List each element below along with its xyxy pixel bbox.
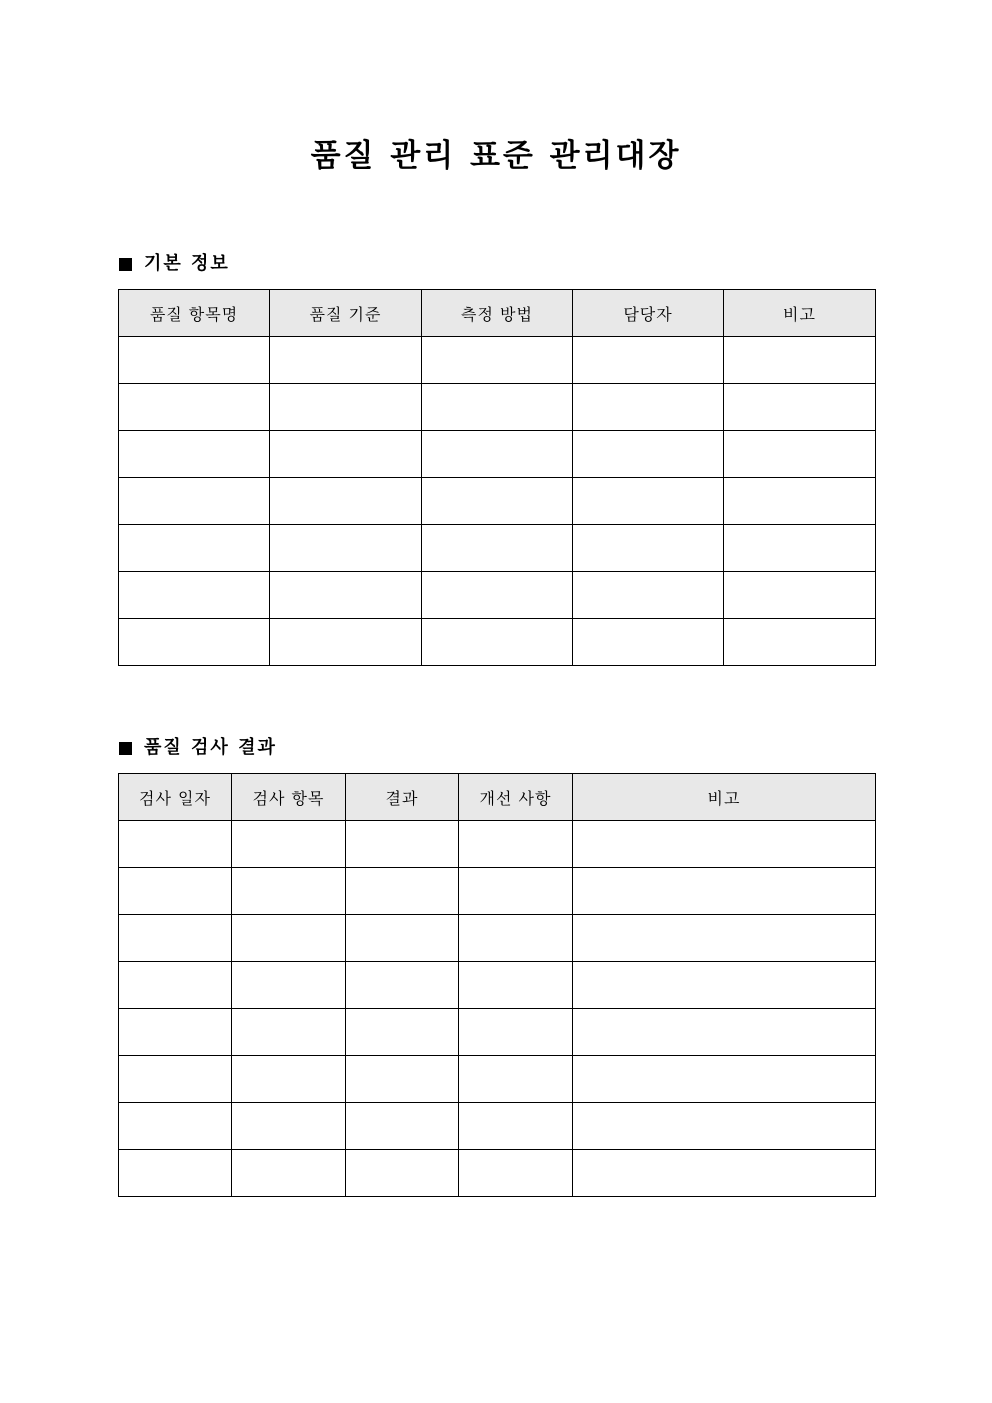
table-cell[interactable] <box>573 478 724 525</box>
cell-input[interactable] <box>573 589 723 605</box>
table-cell[interactable] <box>270 431 422 478</box>
cell-input[interactable] <box>573 495 723 511</box>
cell-input[interactable] <box>270 401 421 417</box>
table-cell[interactable] <box>346 962 459 1009</box>
cell-input[interactable] <box>573 838 875 854</box>
cell-input[interactable] <box>573 401 723 417</box>
cell-input[interactable] <box>346 932 458 948</box>
cell-input[interactable] <box>422 448 572 464</box>
cell-input[interactable] <box>573 354 723 370</box>
table-cell[interactable] <box>232 1056 346 1103</box>
column-header-remarks: 비고 <box>573 774 876 821</box>
table-cell[interactable] <box>119 478 270 525</box>
table-row <box>119 1103 876 1150</box>
table-cell[interactable] <box>459 1103 573 1150</box>
table-cell[interactable] <box>119 915 232 962</box>
table-cell[interactable] <box>459 821 573 868</box>
table-cell[interactable] <box>573 431 724 478</box>
cell-input[interactable] <box>346 1120 458 1136</box>
cell-input[interactable] <box>422 354 572 370</box>
table-cell[interactable] <box>346 1150 459 1197</box>
table-row <box>119 337 876 384</box>
table-cell[interactable] <box>119 868 232 915</box>
table-cell[interactable] <box>422 337 573 384</box>
table-cell[interactable] <box>119 1150 232 1197</box>
table-cell[interactable] <box>119 1056 232 1103</box>
column-header-quality-standard: 품질 기준 <box>270 290 422 337</box>
table-row <box>119 619 876 666</box>
cell-input[interactable] <box>119 838 231 854</box>
table-cell[interactable] <box>422 619 573 666</box>
table-cell[interactable] <box>119 337 270 384</box>
cell-input[interactable] <box>232 885 345 901</box>
table-cell[interactable] <box>573 962 876 1009</box>
cell-input[interactable] <box>346 838 458 854</box>
table-cell[interactable] <box>232 1009 346 1056</box>
cell-input[interactable] <box>270 542 421 558</box>
cell-input[interactable] <box>346 1167 458 1183</box>
table-row <box>119 431 876 478</box>
section-heading-label: 기본 정보 <box>144 253 230 274</box>
section-heading-label: 품질 검사 결과 <box>144 737 277 758</box>
table-cell[interactable] <box>422 384 573 431</box>
table-cell[interactable] <box>573 821 876 868</box>
table-cell[interactable] <box>232 962 346 1009</box>
cell-input[interactable] <box>422 589 572 605</box>
cell-input[interactable] <box>459 1026 572 1042</box>
table-cell[interactable] <box>270 337 422 384</box>
cell-input[interactable] <box>346 1073 458 1089</box>
inspection-results-table <box>118 773 876 1197</box>
cell-input[interactable] <box>724 401 875 417</box>
table-cell[interactable] <box>346 915 459 962</box>
table-cell[interactable] <box>422 431 573 478</box>
cell-input[interactable] <box>119 495 269 511</box>
table-cell[interactable] <box>573 619 724 666</box>
cell-input[interactable] <box>573 448 723 464</box>
cell-input[interactable] <box>573 932 875 948</box>
table-cell[interactable] <box>724 431 876 478</box>
table-cell[interactable] <box>573 384 724 431</box>
cell-input[interactable] <box>232 979 345 995</box>
table-row <box>119 572 876 619</box>
cell-input[interactable] <box>573 636 723 652</box>
table-header-row <box>119 290 876 337</box>
section-heading-inspection-results <box>119 736 277 760</box>
table-cell[interactable] <box>573 1150 876 1197</box>
cell-input[interactable] <box>422 636 572 652</box>
table-cell[interactable] <box>422 525 573 572</box>
table-row <box>119 868 876 915</box>
cell-input[interactable] <box>119 932 231 948</box>
cell-input[interactable] <box>459 979 572 995</box>
table-cell[interactable] <box>270 572 422 619</box>
cell-input[interactable] <box>119 542 269 558</box>
cell-input[interactable] <box>119 448 269 464</box>
cell-input[interactable] <box>573 979 875 995</box>
table-cell[interactable] <box>232 1150 346 1197</box>
table-cell[interactable] <box>232 868 346 915</box>
column-header-item-name: 품질 항목명 <box>119 290 270 337</box>
table-cell[interactable] <box>346 1056 459 1103</box>
table-cell[interactable] <box>119 572 270 619</box>
cell-input[interactable] <box>459 932 572 948</box>
cell-input[interactable] <box>119 1120 231 1136</box>
column-header-inspection-item: 검사 항목 <box>232 774 346 821</box>
table-cell[interactable] <box>573 1103 876 1150</box>
table-cell[interactable] <box>459 1150 573 1197</box>
cell-input[interactable] <box>119 979 231 995</box>
table-row <box>119 962 876 1009</box>
table-cell[interactable] <box>270 619 422 666</box>
square-bullet-icon <box>119 742 132 755</box>
cell-input[interactable] <box>270 589 421 605</box>
table-row <box>119 915 876 962</box>
table-cell[interactable] <box>346 868 459 915</box>
table-cell[interactable] <box>724 619 876 666</box>
cell-input[interactable] <box>459 838 572 854</box>
cell-input[interactable] <box>119 636 269 652</box>
cell-input[interactable] <box>459 1120 572 1136</box>
cell-input[interactable] <box>724 448 875 464</box>
table-cell[interactable] <box>573 915 876 962</box>
cell-input[interactable] <box>119 1167 231 1183</box>
document-title: 품질 관리 표준 관리대장 <box>310 138 682 174</box>
table-cell[interactable] <box>270 384 422 431</box>
column-header-result: 결과 <box>346 774 459 821</box>
cell-input[interactable] <box>346 1026 458 1042</box>
table-cell[interactable] <box>459 1009 573 1056</box>
table-cell[interactable] <box>724 525 876 572</box>
column-header-remarks: 비고 <box>724 290 876 337</box>
table-cell[interactable] <box>346 1103 459 1150</box>
cell-input[interactable] <box>232 932 345 948</box>
table-cell[interactable] <box>459 1056 573 1103</box>
table-cell[interactable] <box>232 821 346 868</box>
table-cell[interactable] <box>119 619 270 666</box>
table-cell[interactable] <box>270 478 422 525</box>
square-bullet-icon <box>119 258 132 271</box>
table-cell[interactable] <box>573 868 876 915</box>
table-cell[interactable] <box>422 478 573 525</box>
table-row <box>119 525 876 572</box>
cell-input[interactable] <box>422 495 572 511</box>
table-cell[interactable] <box>119 525 270 572</box>
table-row <box>119 384 876 431</box>
column-header-improvement: 개선 사항 <box>459 774 573 821</box>
cell-input[interactable] <box>270 448 421 464</box>
cell-input[interactable] <box>573 542 723 558</box>
table-cell[interactable] <box>573 572 724 619</box>
cell-input[interactable] <box>573 1120 875 1136</box>
table-row <box>119 821 876 868</box>
table-cell[interactable] <box>119 1009 232 1056</box>
cell-input[interactable] <box>724 495 875 511</box>
table-cell[interactable] <box>724 384 876 431</box>
column-header-inspection-date: 검사 일자 <box>119 774 232 821</box>
cell-input[interactable] <box>119 589 269 605</box>
table-row <box>119 478 876 525</box>
column-header-person-in-charge: 담당자 <box>573 290 724 337</box>
cell-input[interactable] <box>232 1167 345 1183</box>
cell-input[interactable] <box>119 1026 231 1042</box>
cell-input[interactable] <box>119 401 269 417</box>
table-cell[interactable] <box>270 525 422 572</box>
table-cell[interactable] <box>724 572 876 619</box>
table-cell[interactable] <box>119 962 232 1009</box>
table-cell[interactable] <box>724 337 876 384</box>
cell-input[interactable] <box>724 589 875 605</box>
cell-input[interactable] <box>346 885 458 901</box>
table-cell[interactable] <box>459 915 573 962</box>
cell-input[interactable] <box>232 1026 345 1042</box>
table-cell[interactable] <box>346 1009 459 1056</box>
table-cell[interactable] <box>573 1009 876 1056</box>
table-cell[interactable] <box>346 821 459 868</box>
cell-input[interactable] <box>422 401 572 417</box>
cell-input[interactable] <box>573 1167 875 1183</box>
cell-input[interactable] <box>459 1073 572 1089</box>
cell-input[interactable] <box>232 838 345 854</box>
cell-input[interactable] <box>724 354 875 370</box>
table-cell[interactable] <box>459 868 573 915</box>
basic-info-table <box>118 289 876 666</box>
cell-input[interactable] <box>422 542 572 558</box>
table-cell[interactable] <box>573 525 724 572</box>
cell-input[interactable] <box>573 1026 875 1042</box>
table-cell[interactable] <box>573 1056 876 1103</box>
cell-input[interactable] <box>119 1073 231 1089</box>
cell-input[interactable] <box>119 354 269 370</box>
section-heading-basic-info <box>119 252 230 276</box>
table-cell[interactable] <box>459 962 573 1009</box>
table-row <box>119 1150 876 1197</box>
cell-input[interactable] <box>724 542 875 558</box>
table-header-row <box>119 774 876 821</box>
table-cell[interactable] <box>573 337 724 384</box>
cell-input[interactable] <box>119 885 231 901</box>
cell-input[interactable] <box>232 1120 345 1136</box>
table-cell[interactable] <box>119 384 270 431</box>
cell-input[interactable] <box>346 979 458 995</box>
cell-input[interactable] <box>232 1073 345 1089</box>
cell-input[interactable] <box>724 636 875 652</box>
cell-input[interactable] <box>573 1073 875 1089</box>
table-cell[interactable] <box>119 1103 232 1150</box>
cell-input[interactable] <box>270 495 421 511</box>
table-row <box>119 1009 876 1056</box>
table-cell[interactable] <box>232 1103 346 1150</box>
cell-input[interactable] <box>270 636 421 652</box>
cell-input[interactable] <box>459 1167 572 1183</box>
cell-input[interactable] <box>573 885 875 901</box>
cell-input[interactable] <box>459 885 572 901</box>
table-cell[interactable] <box>232 915 346 962</box>
column-header-measurement-method: 측정 방법 <box>422 290 573 337</box>
table-row <box>119 1056 876 1103</box>
table-cell[interactable] <box>119 821 232 868</box>
table-cell[interactable] <box>422 572 573 619</box>
table-cell[interactable] <box>119 431 270 478</box>
cell-input[interactable] <box>270 354 421 370</box>
table-cell[interactable] <box>724 478 876 525</box>
